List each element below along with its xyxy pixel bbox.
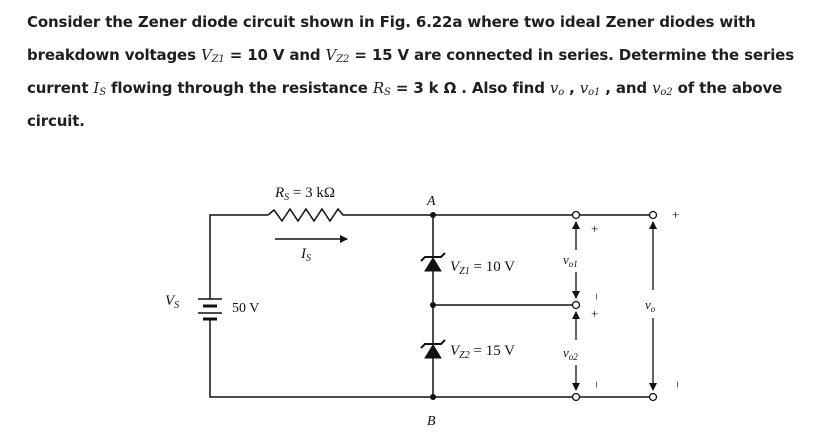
node-b-label: B — [427, 414, 436, 429]
source-label: $V_S$ — [165, 293, 180, 311]
junction-b — [430, 394, 436, 400]
q2-a: breakdown voltages — [27, 46, 201, 64]
vo-plus-sign: + — [672, 207, 680, 222]
wire-left-top — [210, 215, 268, 292]
vo-label: $v_o$ — [645, 297, 656, 314]
q3-vo2-v: v — [652, 79, 661, 97]
q3-vo1-sub: o1 — [588, 87, 601, 98]
q3-is-sub: S — [99, 87, 106, 98]
vo1-minus-sign: − — [589, 293, 604, 301]
q2-vz2-sub: Z2 — [336, 54, 350, 65]
vo2-label: $v_{o2}$ — [563, 345, 578, 362]
current-label: $I_S$ — [301, 246, 311, 264]
resistor-rs — [268, 209, 347, 221]
q3-vo-v: v — [549, 79, 559, 97]
terminal-vo1-bottom — [573, 302, 580, 309]
q3-e: , and — [600, 79, 653, 97]
q3-vo-sub: o — [558, 87, 565, 98]
q3-vo1-v: v — [579, 79, 589, 97]
q3-d: , — [564, 79, 580, 97]
wire-left-bottom — [210, 322, 433, 397]
vo2-minus-sign: − — [589, 381, 604, 389]
vo-minus-sign: − — [670, 381, 685, 389]
q3-rs-r: R — [372, 79, 385, 97]
q2-vz1-sub: Z1 — [211, 54, 225, 65]
q3-c: = 3 k Ω . Also find — [390, 79, 550, 97]
q3-is-i: I — [93, 79, 100, 97]
q2-b: = 10 V and — [224, 46, 326, 64]
q3-f: of the above — [672, 79, 783, 97]
junction-mid — [430, 302, 436, 308]
resistor-label: $R_S = 3$ kΩ — [275, 185, 336, 203]
terminal-vo2-bottom — [573, 394, 580, 401]
terminal-vo1-top — [573, 212, 580, 219]
q3-rs-sub: S — [384, 87, 391, 98]
zener2-label: $V_{Z2} = 15$ V — [450, 343, 516, 361]
q2-vz1-v: V — [200, 46, 212, 64]
vo2-plus-sign: + — [591, 306, 599, 321]
node-a-label: A — [427, 194, 436, 209]
terminal-vo-top — [650, 212, 657, 219]
junction-a — [430, 212, 436, 218]
q2-c: = 15 V are connected in series. Determine the series — [349, 46, 794, 64]
q3-vo2-sub: o2 — [660, 87, 673, 98]
source-value: 50 V — [232, 301, 260, 316]
vo1-plus-sign: + — [591, 221, 599, 236]
question-line-4-text: circuit. — [27, 112, 85, 130]
q3-a: current — [27, 79, 94, 97]
question-line-1-text: Consider the Zener diode circuit shown in Fig. 6.22a where two ideal Zener diodes with — [27, 13, 756, 31]
vo1-label: $v_{o1}$ — [563, 252, 578, 269]
zener1-label: $V_{Z1} = 10$ V — [450, 259, 516, 277]
q3-b: flowing through the resistance — [105, 79, 373, 97]
q2-vz2-v: V — [325, 46, 337, 64]
terminal-vo-bottom — [650, 394, 657, 401]
